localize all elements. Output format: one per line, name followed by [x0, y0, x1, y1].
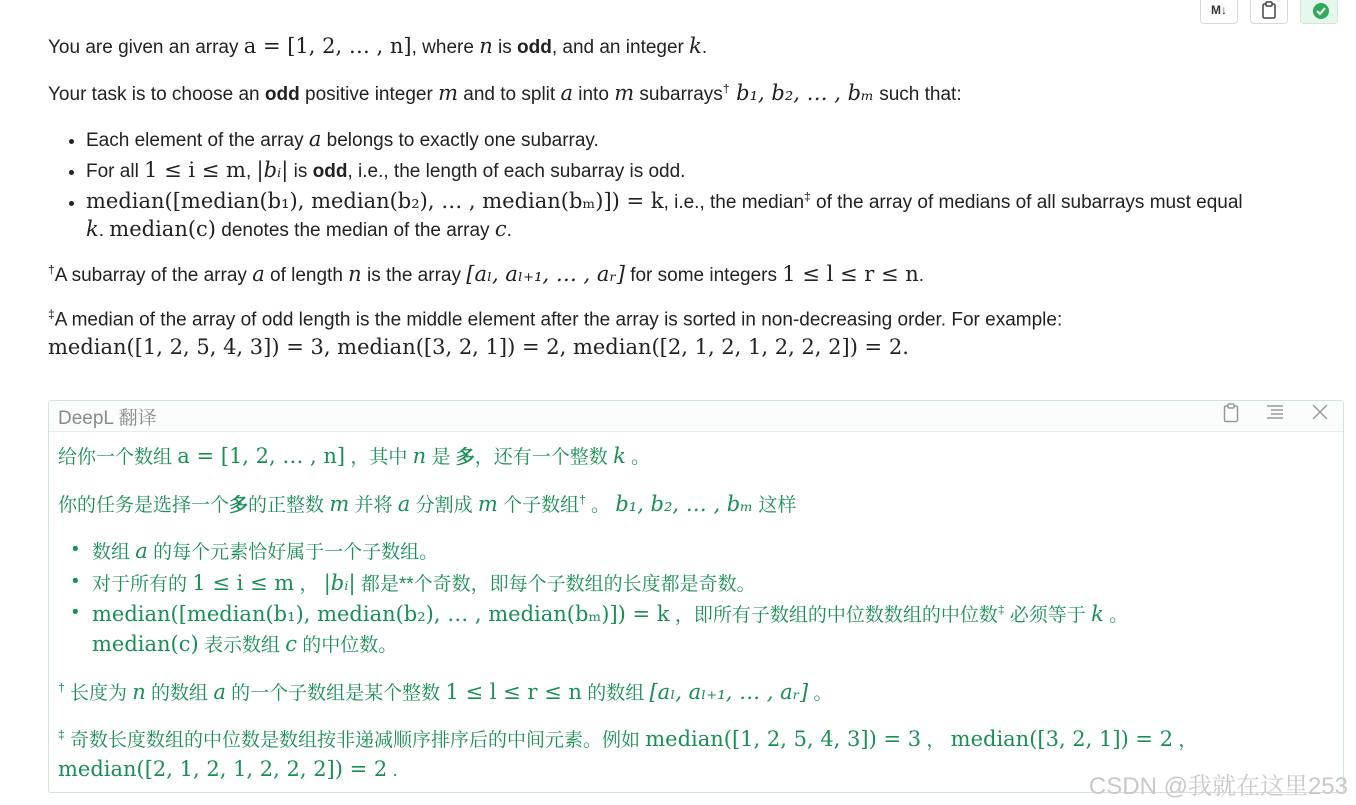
math-seq: b₁, b₂, … , bₘ: [729, 80, 874, 105]
markdown-button[interactable]: M↓: [1200, 0, 1238, 24]
list-item: • 对于所有的 1 ≤ i ≤ m ， |bᵢ| 都是**个奇数，即每个子数组的长度都是奇数。: [72, 569, 1343, 599]
translation-footnote: ‡ 奇数长度数组的中位数是数组按非递减顺序排序后的中间元素。例如 median([1, 2, 5, 4, 3]) = 3 ， median([3, 2, 1]) = 2 ， median([2, 1, 2, 1, 2, 2, 2]) = 2 .: [58, 727, 1198, 781]
paragraph-task: [48, 79, 1338, 108]
watermark: CSDN @我就在这里253: [1088, 773, 1348, 800]
math-k: k: [689, 34, 702, 58]
text: positive integer: [299, 83, 439, 105]
list-item: • For all 1 ≤ i ≤ m, |bᵢ| is odd, i.e., the length of each subarray is odd.: [86, 156, 1338, 185]
text: into: [572, 83, 615, 105]
deepl-header: [49, 401, 1343, 432]
deepl-title: DeepL 翻译: [58, 407, 157, 429]
translation-list: [58, 537, 1343, 659]
math-n: n: [479, 34, 493, 58]
text: and to split: [458, 83, 561, 105]
translate-status-button[interactable]: [1300, 0, 1338, 24]
footnote-median: ‡A median of the array of odd length is the middle element after the array is sorted in non-decreasing order. For example: median([1, 2, 5, 4, 3]) = 3, median([3, 2, 1]) = 2, median([2, 1, 2, 1, 2, 2, 2]) = 2.: [48, 307, 1063, 360]
paragraph-input: [48, 32, 1338, 61]
bold-odd: odd: [517, 37, 552, 58]
text: is: [492, 37, 517, 58]
text: Your task is to choose an: [48, 83, 265, 105]
deepl-translation-panel: [48, 400, 1344, 793]
text: subarrays: [634, 83, 723, 105]
toolbar: [1200, 0, 1338, 24]
text: , where: [411, 37, 480, 58]
clipboard-icon: [1261, 1, 1277, 19]
text: .: [701, 37, 708, 58]
deepl-body: [49, 432, 1343, 784]
math-m: m: [614, 80, 635, 105]
text: such that:: [873, 83, 962, 105]
list-item: • 数组 a 的每个元素恰好属于一个子数组。: [72, 537, 1343, 567]
footnote-subarray: †A subarray of the array a of length n is the array [aₗ, aₗ₊₁, … , aᵣ] for some integers 1 ≤ l ≤ r ≤ n.: [48, 261, 925, 286]
clipboard-icon[interactable]: [1223, 403, 1239, 429]
copy-button[interactable]: [1250, 0, 1288, 24]
translation-footnote: † 长度为 n 的数组 a 的一个子数组是某个整数 1 ≤ l ≤ r ≤ n 的数组 [aₗ, aₗ₊₁, … , aᵣ] 。: [58, 679, 833, 704]
math-a: a: [560, 80, 573, 105]
list-item: • median([median(b₁), median(b₂), … , median(bₘ)]) = k ，即所有子数组的中位数数组的中位数‡ 必须等于 k 。 median(c) 表示数组 c 的中位数。: [72, 600, 1343, 659]
deepl-actions: [1223, 403, 1329, 429]
math-array: a = [1, 2, … , n]: [243, 34, 412, 58]
conditions-list: [48, 125, 1338, 244]
translation-paragraph: 你的任务是选择一个多的正整数 m 并将 a 分割成 m 个子数组† 。 b₁, b₂, … , bₘ 这样: [58, 491, 797, 516]
math-m: m: [438, 80, 458, 105]
bold-odd: odd: [264, 83, 300, 105]
close-icon[interactable]: [1311, 403, 1329, 429]
translation-paragraph: 给你一个数组 a = [1, 2, … , n] ，其中 n 是 多，还有一个整数 k 。: [58, 444, 651, 468]
list-item: • Each element of the array a belongs to exactly one subarray.: [86, 125, 1338, 154]
text: , and an integer: [551, 37, 690, 58]
text: You are given an array: [48, 37, 244, 58]
list-item: • median([median(b₁), median(b₂), … , median(bₘ)]) = k, i.e., the median‡ of the array of medians of all subarrays must equal k. median(c) denotes the median of the array c.: [86, 187, 1338, 244]
lines-icon[interactable]: [1265, 403, 1285, 429]
check-icon: [1308, 0, 1330, 21]
dagger-mark: †: [722, 81, 730, 96]
problem-statement: [48, 32, 1338, 362]
